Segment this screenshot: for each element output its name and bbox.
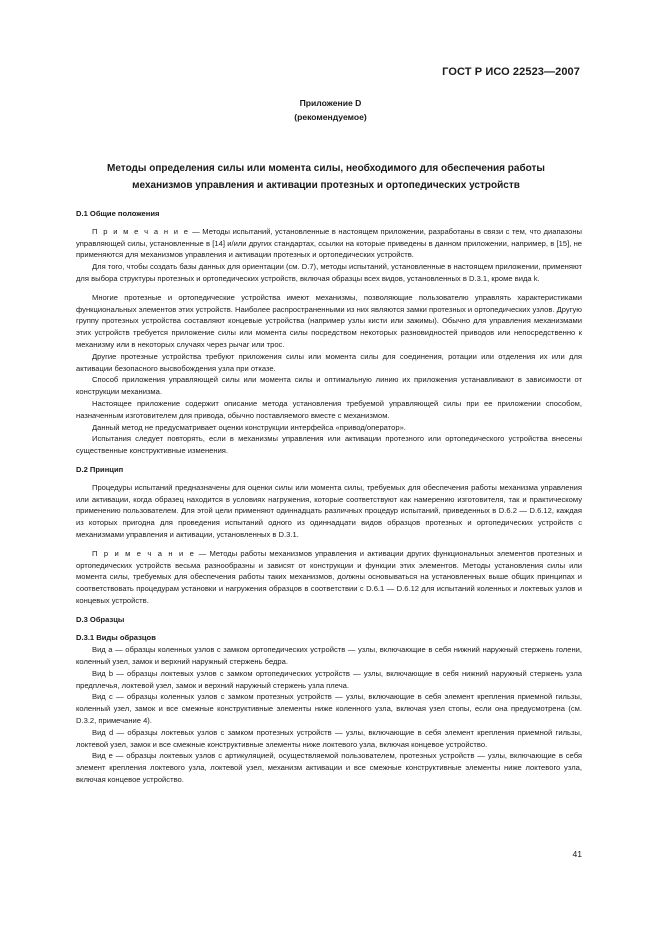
paragraph: Настоящее приложение содержит описание метода установления требуемой управляющей силы при ее приложении способом, назначенным изготовителем для привода, обычно поставляемого вместе с механизмом.	[76, 398, 582, 420]
list-item: Вид b — образцы локтевых узлов с замком ортопедических устройств — узлы, включающие в себя нижний наружный стержень узла предплечья, локтевой узел, замок и верхний наружный стержень узла плеча.	[76, 668, 582, 690]
page-number: 41	[572, 849, 582, 859]
paragraph: Испытания следует повторять, если в механизмы управления или активации протезного или ортопедического устройства внесены существенные конструктивные изменения.	[76, 434, 582, 456]
appendix-title: Приложение D	[299, 98, 362, 108]
paragraph: Данный метод не предусматривает оценки конструкции интерфейса «привод/оператор».	[92, 422, 406, 432]
note-text: — Методы испытаний, установленные в настоящем приложении, разработаны в связи с тем, что диапазоны управляющей силы, установленные в [14] и/или других стандартах, ссылки на которые приведены в данном приложении, например, в [15], не применяются для механизмов управления и активации протезных и ортопедических устройств.	[76, 226, 583, 260]
note-label: П р и м е ч а н и е	[92, 548, 196, 558]
document-body	[76, 208, 582, 786]
standard-code: ГОСТ Р ИСО 22523—2007	[442, 66, 580, 78]
paragraph: Способ приложения управляющей силы или момента силы и оптимальную линию их приложения устанавливают в зависимости от конструкции механизма.	[76, 375, 582, 397]
appendix-header	[0, 96, 661, 124]
section-d3-heading: D.3 Образцы	[76, 614, 125, 624]
section-d2-heading: D.2 Принцип	[76, 464, 124, 474]
paragraph: Для того, чтобы создать базы данных для ориентации (см. D.7), методы испытаний, установленные в настоящем приложении, применяют для выбора структуры протезных и ортопедических устройств, включая образцы всех видов, установленных в D.3.1, кроме вида k.	[76, 262, 582, 283]
title-line-1: Методы определения силы или момента силы, необходимого для обеспечения работы	[107, 163, 545, 174]
section-d1-note	[76, 226, 582, 261]
appendix-subtitle: (рекомендуемое)	[294, 112, 367, 122]
document-title	[70, 160, 582, 194]
note-text: — Методы работы механизмов управления и активации других функциональных элементов протезных и ортопедических устройств весьма разнообразны и зависят от конструкции и функции этих элементов. Методы установления силы или момента силы, требуемых для обеспечения работы таких механизмов, должны основываться на установленных выше общих принципах и соответствовать процедурам установки и нагружения образцов в соответствии с D.6.1 — D.6.12 для испытаний коленных и локтевых узлов и концевых устройств.	[76, 548, 583, 605]
note-label: П р и м е ч а н и е	[92, 226, 190, 236]
list-item: Вид е — образцы локтевых узлов с артикуляцией, осуществляемой пользователем, протезных устройств — узлы, включающие в себя элемент крепления локтевого узла, локтевой узел, механизм активации и все смежные конструктивные элементы ниже локтевого узла, включая концевое устройство.	[76, 751, 582, 785]
subsection-d31-heading: D.3.1 Виды образцов	[76, 632, 156, 642]
list-item: Вид d — образцы локтевых узлов с замком протезных устройств — узлы, включающие в себя элемент крепления приемной гильзы, локтевой узел, замок и все смежные конструктивные элементы ниже локтевого узла, включая концевое устройство.	[76, 727, 582, 749]
title-line-2: механизмов управления и активации протезных и ортопедических устройств	[132, 180, 520, 191]
section-d2-note	[76, 548, 582, 607]
paragraph: Многие протезные и ортопедические устройства имеют механизмы, позволяющие пользователю управлять характеристиками функциональных элементов этих устройств. Наиболее распространенными из них являются замки протезных и ортопедических узлов. Другую группу протезных устройства составляют концевые устройства (например узлы кисти или зажимы). Обычно для управления механизмами этих устройств требуется приложение силы или момента силы посредством некоторых разновидностей приводов или непосредственно к механизму или в некоторых случаях через рычаг или трос.	[76, 292, 582, 349]
list-item: Вид с — образцы коленных узлов с замком протезных устройств — узлы, включающие в себя элемент крепления приемной гильзы, коленный узел, замок и все смежные конструктивные элементы ниже коленного узла, включая узел стопы, если она предусмотрена (см. D.3.2, примечание 4).	[76, 692, 582, 726]
paragraph: Другие протезные устройства требуют приложения силы или момента силы для соединения, ротации или отделения их или для активации безопасного высвобождения узла при отказе.	[76, 351, 582, 373]
section-d1-heading: D.1 Общие положения	[76, 209, 160, 218]
list-item: Вид а — образцы коленных узлов с замком ортопедических устройств — узлы, включающие в себя нижний наружный стержень голени, коленный узел, замок и верхний наружный стержень бедра.	[76, 645, 582, 667]
paragraph: Процедуры испытаний предназначены для оценки силы или момента силы, требуемых для обеспечения работы механизма управления или активации, когда образец находится в условиях нагружения, которые соответствуют как намерению изготовителя, так и практическому применению пользователем. Для этой цели применяют одиннадцать различных процедур испытаний, приведенных в D.6.2 — D.6.12, каждая из которых пригодна для проведения испытаний одного из одиннадцати видов образцов протезных и ортопедических устройств с механизмами управления и активации, установленных в D.3.1.	[76, 482, 582, 539]
